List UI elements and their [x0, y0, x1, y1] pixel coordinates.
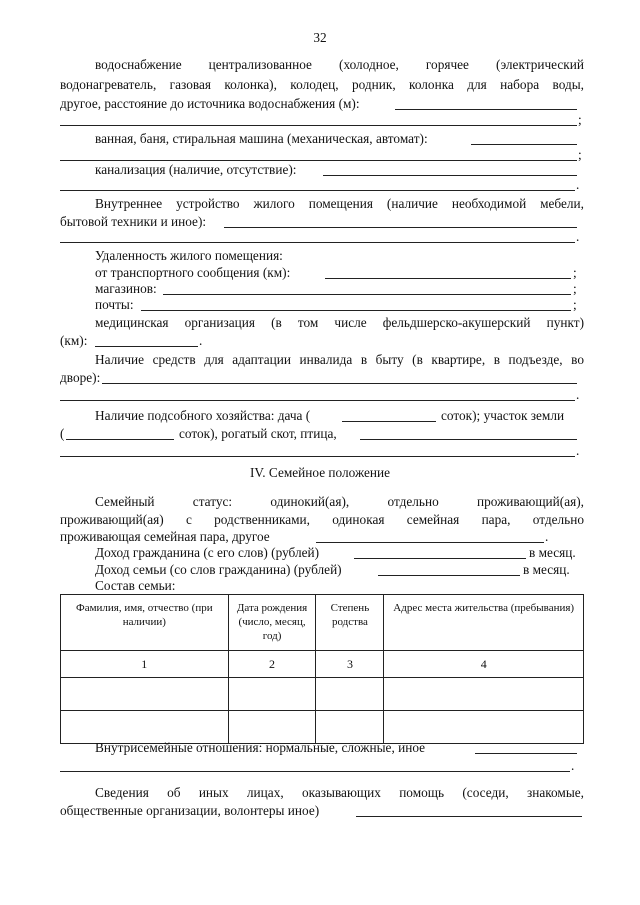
distance-shops-label: магазинов: [95, 281, 157, 296]
bath-label: ванная, баня, стиральная машина (механическая, автомат): [95, 131, 428, 146]
water-line-1: водоснабжение централизованное (холодное, горячее (электрический [95, 57, 584, 72]
adapt-line-1: Наличие средств для адаптации инвалида в быту (в квартире, в подъезде, во [95, 352, 584, 367]
column-number-1: 1 [61, 651, 229, 678]
interior-line-2: бытовой техники и иное): [60, 214, 207, 229]
distance-post-field[interactable] [141, 310, 571, 311]
farm-line-2a: ( [60, 426, 65, 441]
adapt-field[interactable] [102, 383, 577, 384]
family-line-1: Семейный статус: одинокий(ая), отдельно проживающий(ая), [95, 494, 584, 509]
farm-end: . [576, 443, 580, 458]
distance-transport-label: от транспортного сообщения (км): [95, 265, 291, 280]
water-line-3: другое, расстояние до источника водоснабжения (м): [60, 96, 360, 111]
bath-field[interactable] [471, 144, 577, 145]
family-table-number-row [61, 651, 584, 678]
water-line-2: водонагреватель, газовая колонка), колодец, родник, колонка для набора воды, [60, 77, 584, 92]
adapt-end: . [576, 387, 580, 402]
relations-end: . [571, 758, 575, 773]
table-cell[interactable] [61, 711, 229, 744]
table-cell[interactable] [228, 678, 316, 711]
table-cell[interactable] [316, 711, 384, 744]
distance-post-label: почты: [95, 297, 134, 312]
distance-heading: Удаленность жилого помещения: [95, 248, 283, 263]
table-cell[interactable] [384, 711, 584, 744]
column-header-relation: Степень родства [316, 595, 384, 651]
relations-extra-field[interactable] [60, 771, 570, 772]
family-table-header-row [61, 595, 584, 651]
helpers-line-1: Сведения об иных лицах, оказывающих помощь (соседи, знакомые, [95, 785, 584, 800]
income-citizen-label: Доход гражданина (с его слов) (рублей) [95, 545, 320, 560]
distance-transport-field[interactable] [325, 278, 571, 279]
column-header-birthdate: Дата рождения (число, месяц, год) [228, 595, 316, 651]
farm-line-2b: соток), рогатый скот, птица, [179, 426, 337, 441]
interior-line-1: Внутреннее устройство жилого помещения (наличие необходимой мебели, [95, 196, 584, 211]
water-end: ; [578, 112, 582, 127]
distance-med-field[interactable] [95, 346, 198, 347]
family-table [60, 594, 584, 744]
farm-dacha-field[interactable] [342, 421, 436, 422]
relations-field[interactable] [475, 753, 577, 754]
column-number-4: 4 [384, 651, 584, 678]
table-cell[interactable] [316, 678, 384, 711]
income-citizen-field[interactable] [354, 558, 526, 559]
adapt-extra-field[interactable] [60, 400, 575, 401]
family-composition-label: Состав семьи: [95, 578, 176, 593]
page-number: 32 [313, 30, 327, 45]
interior-end: . [576, 229, 580, 244]
relations-label: Внутрисемейные отношения: нормальные, сложные, иное [95, 740, 426, 755]
income-family-field[interactable] [378, 575, 520, 576]
bath-end: ; [578, 147, 582, 162]
farm-line-1a: Наличие подсобного хозяйства: дача ( [95, 408, 311, 423]
table-cell[interactable] [228, 711, 316, 744]
table-cell[interactable] [384, 678, 584, 711]
column-number-3: 3 [316, 651, 384, 678]
income-family-unit: в месяц. [523, 562, 570, 577]
distance-transport-end: ; [573, 265, 577, 280]
sewer-field[interactable] [323, 175, 577, 176]
column-header-address: Адрес места жительства (пребывания) [384, 595, 584, 651]
distance-post-end: ; [573, 297, 577, 312]
interior-field[interactable] [224, 227, 577, 228]
section-title: IV. Семейное положение [249, 465, 391, 480]
family-other-field[interactable] [316, 542, 544, 543]
table-row [61, 678, 584, 711]
sewer-extra-field[interactable] [60, 190, 575, 191]
water-distance-field[interactable] [395, 109, 577, 110]
column-number-2: 2 [228, 651, 316, 678]
distance-med-line-1: медицинская организация (в том числе фельдшерско-акушерский пункт) [95, 315, 584, 330]
bath-extra-field[interactable] [60, 160, 577, 161]
helpers-field[interactable] [356, 816, 582, 817]
family-line-3: проживающая семейная пара, другое [60, 529, 270, 544]
interior-extra-field[interactable] [60, 242, 575, 243]
distance-med-end: . [199, 333, 203, 348]
adapt-line-2: дворе): [60, 370, 101, 385]
income-citizen-unit: в месяц. [529, 545, 576, 560]
family-line-2: проживающий(ая) с родственниками, одинокая семейная пара, отдельно [60, 512, 584, 527]
table-row [61, 711, 584, 744]
table-cell[interactable] [61, 678, 229, 711]
farm-extra-field[interactable] [60, 456, 575, 457]
income-family-label: Доход семьи (со слов гражданина) (рублей) [95, 562, 342, 577]
farm-livestock-field[interactable] [360, 439, 577, 440]
farm-line-1b: соток); участок земли [441, 408, 565, 423]
distance-med-line-2: (км): [60, 333, 88, 348]
sewer-label: канализация (наличие, отсутствие): [95, 162, 297, 177]
helpers-line-2: общественные организации, волонтеры иное) [60, 803, 320, 818]
farm-land-field[interactable] [66, 439, 174, 440]
distance-shops-field[interactable] [163, 294, 571, 295]
water-extra-field[interactable] [60, 125, 577, 126]
distance-shops-end: ; [573, 281, 577, 296]
family-end: . [545, 529, 549, 544]
sewer-end: . [576, 177, 580, 192]
column-header-name: Фамилия, имя, отчество (при наличии) [61, 595, 229, 651]
